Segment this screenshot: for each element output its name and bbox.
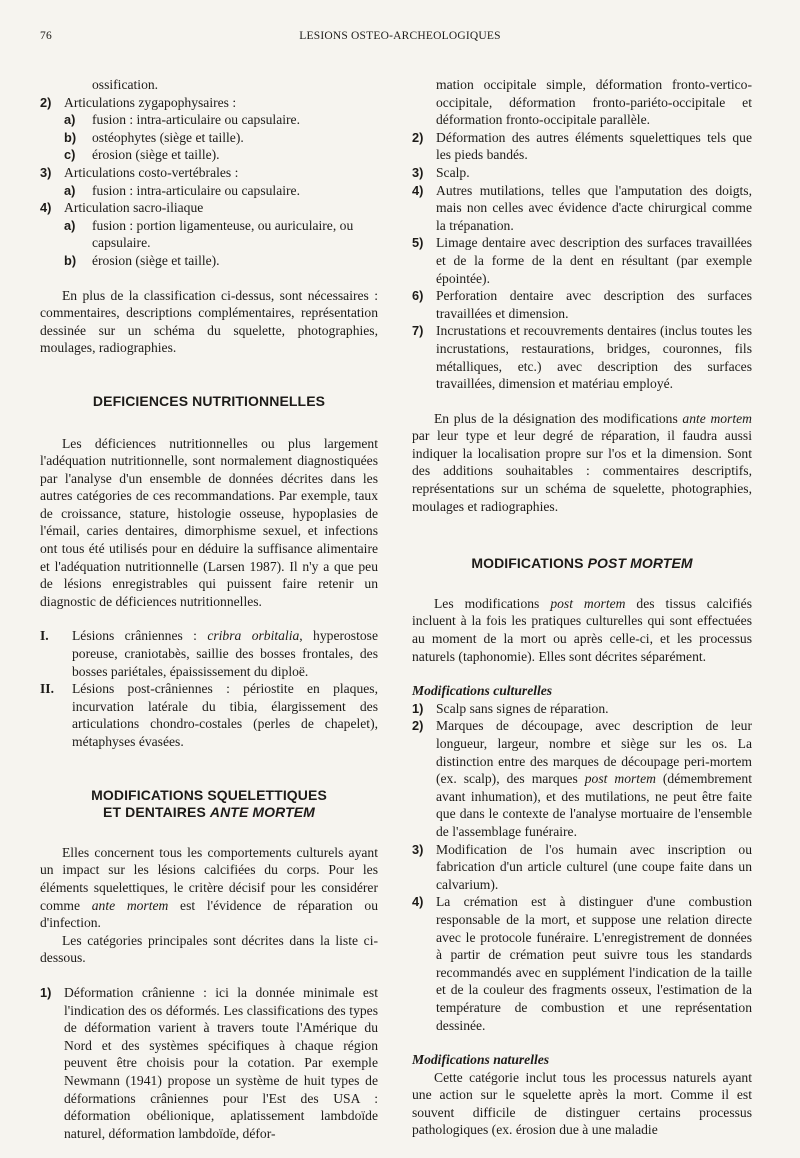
list-number: 2) bbox=[40, 94, 52, 110]
list-number: 7) bbox=[412, 323, 424, 339]
list-item bbox=[412, 893, 752, 1034]
section-heading: DEFICIENCES NUTRITIONNELLES bbox=[92, 392, 326, 409]
sub-list-text: érosion (siège et taille). bbox=[92, 252, 220, 268]
paragraph: En plus de la classification ci-dessus, sont nécessaires : commentaires, descriptions complémentaires, représentation dessinée sur un schéma du squelette, photographies, moulages, radiographies. bbox=[40, 287, 378, 356]
list-item bbox=[412, 841, 752, 894]
list-item bbox=[412, 129, 752, 164]
list-item bbox=[412, 717, 752, 840]
continued-text: mation occipitale simple, déformation fronto-vertico-occipitale, déformation fronto-pariéto-occipitale et déformation fronto-occipitale parallèle. bbox=[436, 77, 752, 128]
paragraph bbox=[412, 410, 752, 516]
subsection-heading: Modifications naturelles bbox=[412, 1052, 550, 1068]
paragraph-text-italic: post mortem bbox=[550, 595, 626, 611]
sub-list-item bbox=[40, 146, 378, 164]
heading-text: ET DENTAIRES bbox=[103, 804, 210, 821]
list-text: Perforation dentaire avec description des surfaces travaillées et dimension. bbox=[436, 288, 752, 321]
list-text: Autres mutilations, telles que l'amputation des doigts, mais non celles avec évidence d'acte chirurgical comme la trépanation. bbox=[436, 182, 752, 233]
paragraph-text: Elles concernent tous les comportements culturels ayant un impact sur les lésions calcifiées du corps. Pour les éléments squelettiques, le critère décisif pour les considérer comme bbox=[40, 844, 378, 913]
list-text-italic: cribra orbitalia bbox=[207, 628, 300, 644]
list-item bbox=[412, 322, 752, 392]
list-text: Scalp sans signes de réparation. bbox=[436, 700, 609, 716]
paragraph: Les déficiences nutritionnelles ou plus largement l'adéquation nutritionnelle, sont normalement diagnostiquées par l'analyse d'un ensemble de données décrites dans les autres catégories de ces recommandations. Par exemple, taux de croissance, stature, histologie osseuse, hypoplasies de l'émail, caries dentaires, dimorphisme sexuel, et infections ont tous été utilisés pour en déduire la suffisance alimentaire et l'adéquation nutritionnelle (Larsen 1987). Il n'y a que peu de lésions enregistrables qui puissent faire retenir un diagnostic de déficiences nutritionnelles. bbox=[40, 435, 378, 609]
continued-line: ossification. bbox=[92, 77, 159, 92]
list-number: 3) bbox=[40, 164, 52, 180]
list-item bbox=[40, 680, 378, 750]
sub-list-letter: a) bbox=[64, 182, 76, 198]
list-text: (démembrement avant inhumation), et des mutilations, ne peut être faite que dans le contexte de l'analyse mortuaire de l'ensemble de l'assemblage funéraire. bbox=[436, 771, 752, 839]
list-item bbox=[40, 627, 378, 680]
paragraph bbox=[40, 844, 378, 932]
heading-text-italic: ANTE MORTEM bbox=[209, 804, 315, 821]
list-item bbox=[40, 164, 378, 182]
list-text: Déformation des autres éléments squelettiques tels que les pieds bandés. bbox=[436, 129, 752, 163]
list-text: La crémation est à distinguer d'une combustion responsable de la mort, et suppose une relation directe avec le protocole funéraire. L'enregistrement de données à partir de crémation peut suivre tous les standards recommandés avec en supplément l'indication de la taille et de la couleur des fragments osseux, l'estimation de la température de combustion et une représentation dessinée. bbox=[436, 894, 752, 1033]
paragraph-text-italic: ante mortem bbox=[91, 897, 169, 913]
subsection-heading: Modifications culturelles bbox=[412, 683, 553, 699]
list-text-italic: post mortem bbox=[584, 771, 656, 787]
sub-list-letter: b) bbox=[64, 129, 77, 145]
sub-list-item bbox=[40, 182, 378, 200]
sub-list-letter: a) bbox=[64, 112, 76, 128]
list-number: 3) bbox=[412, 164, 424, 180]
list-text: Lésions post-crâniennes : périostite en plaques, incurvation latérale du tibia, élargissement des articulations chondro-costales (perles de chapelet), métaphyses évasées. bbox=[72, 681, 378, 749]
sub-list-letter: a) bbox=[64, 217, 76, 233]
list-number: 1) bbox=[40, 984, 52, 1000]
sub-list-letter: c) bbox=[64, 147, 76, 163]
list-number: 4) bbox=[412, 894, 424, 910]
list-text: Limage dentaire avec description des surfaces travaillées et de la forme de la dent en résultant (par exemple épointée). bbox=[436, 235, 752, 286]
sub-list-text: érosion (siège et taille). bbox=[92, 147, 220, 163]
heading-line bbox=[40, 804, 378, 822]
sub-list-letter: b) bbox=[64, 252, 77, 268]
list-number: 4) bbox=[40, 200, 52, 216]
section-heading bbox=[412, 555, 752, 573]
list-number: 6) bbox=[412, 288, 424, 304]
list-text: Articulations costo-vertébrales : bbox=[64, 164, 239, 180]
list-number: 5) bbox=[412, 235, 424, 251]
sub-list-text: fusion : intra-articulaire ou capsulaire. bbox=[92, 112, 300, 128]
heading-line: MODIFICATIONS SQUELETTIQUES bbox=[91, 786, 327, 803]
list-text: Scalp. bbox=[436, 164, 470, 180]
list-number: 2) bbox=[412, 129, 424, 145]
sub-list-text: ostéophytes (siège et taille). bbox=[92, 129, 244, 145]
sub-list-text: fusion : intra-articulaire ou capsulaire. bbox=[92, 182, 300, 198]
section-heading bbox=[40, 787, 378, 822]
list-text: Incrustations et recouvrements dentaires (inclus toutes les incrustations, restaurations, bridges, couronnes, fils métalliques, etc.) avec description des surfaces travaillées, dimension et matériau employé. bbox=[436, 323, 752, 392]
list-item bbox=[412, 164, 752, 182]
list-text: Modification de l'os humain avec inscription ou fabrication d'un article culturel (une coupe faite dans un calvarium). bbox=[436, 841, 752, 892]
paragraph-text: Les modifications bbox=[434, 595, 551, 611]
right-column bbox=[412, 76, 752, 1139]
list-item bbox=[412, 234, 752, 287]
paragraph-text: est l'évidence de réparation ou d'infection. bbox=[40, 897, 378, 931]
sub-list-item bbox=[40, 129, 378, 147]
list-item bbox=[412, 287, 752, 322]
list-item bbox=[40, 199, 378, 217]
list-number: 2) bbox=[412, 718, 424, 734]
paragraph: Cette catégorie inclut tous les processus naturels ayant une action sur le squelette après la mort. Comme il est souvent difficile de distinguer certains processus pathologiques (ex. érosion due à une maladie bbox=[412, 1069, 752, 1138]
list-text: Déformation crânienne : ici la donnée minimale est l'indication des os déformés. Les classifications des types de déformation varient à travers toute l'Amérique du Nord et des systèmes spécifiques à chaque région peuvent être choisis pour la cotation. Par exemple Newmann (1941) propose un système de huit types de déformations crâniennes pour l'Est des USA : déformation obélionique, aplatissement lambdoïde naturel, déformation lambdoïde, défor- bbox=[64, 984, 378, 1141]
heading-text-italic: POST MORTEM bbox=[587, 555, 693, 572]
list-number: 4) bbox=[412, 182, 424, 198]
list-item bbox=[412, 182, 752, 235]
sub-list-item bbox=[40, 217, 378, 252]
paragraph bbox=[412, 595, 752, 665]
list-number: 1) bbox=[412, 700, 424, 716]
list-text: , hyperostose poreuse, craniotabès, saillie des bosses frontales, des bosses pariétales, épaississement du diploë. bbox=[72, 628, 378, 679]
list-text: Marques de découpage, avec description de leur longueur, largeur, nombre et siège sur les os. La distinction entre des marques de découpage peri-mortem (ex. scalp), des marques bbox=[436, 718, 752, 787]
sub-list-item bbox=[40, 111, 378, 129]
heading-text: MODIFICATIONS bbox=[471, 555, 588, 572]
paragraph-text-italic: ante mortem bbox=[682, 410, 752, 426]
paragraph-text: En plus de la désignation des modifications bbox=[434, 410, 683, 426]
list-text: Articulation sacro-iliaque bbox=[64, 200, 204, 216]
list-item bbox=[40, 94, 378, 112]
sub-list-text: fusion : portion ligamenteuse, ou auriculaire, ou capsulaire. bbox=[92, 217, 354, 251]
list-number: II. bbox=[40, 681, 54, 697]
left-column bbox=[40, 76, 378, 1142]
list-text: Articulations zygapophysaires : bbox=[64, 94, 237, 110]
running-title: LESIONS OSTEO-ARCHEOLOGIQUES bbox=[299, 30, 501, 42]
list-number: I. bbox=[40, 628, 49, 644]
paragraph-text: par leur type et leur degré de réparation, il faudra aussi indiquer la localisation propre sur l'os et la dimension. Sont des additions souhaitables : commentaires descriptifs, représentations sur un schéma de squelette, photographies, moulages et radiographies. bbox=[412, 428, 752, 514]
sub-list-item bbox=[40, 252, 378, 270]
list-number: 3) bbox=[412, 841, 424, 857]
page-header bbox=[40, 30, 760, 50]
paragraph-text: des tissus calcifiés incluent à la fois les pratiques culturelles qui sont effectuées au moment de la mort ou après celle-ci, et les processus naturels (taphonomie). Elles sont décrites séparément. bbox=[412, 595, 752, 664]
list-item bbox=[40, 984, 378, 1142]
list-text: Lésions crâniennes : bbox=[72, 628, 208, 644]
paragraph: Les catégories principales sont décrites dans la liste ci-dessous. bbox=[40, 932, 378, 966]
page-number: 76 bbox=[40, 30, 52, 42]
list-item bbox=[412, 700, 752, 718]
